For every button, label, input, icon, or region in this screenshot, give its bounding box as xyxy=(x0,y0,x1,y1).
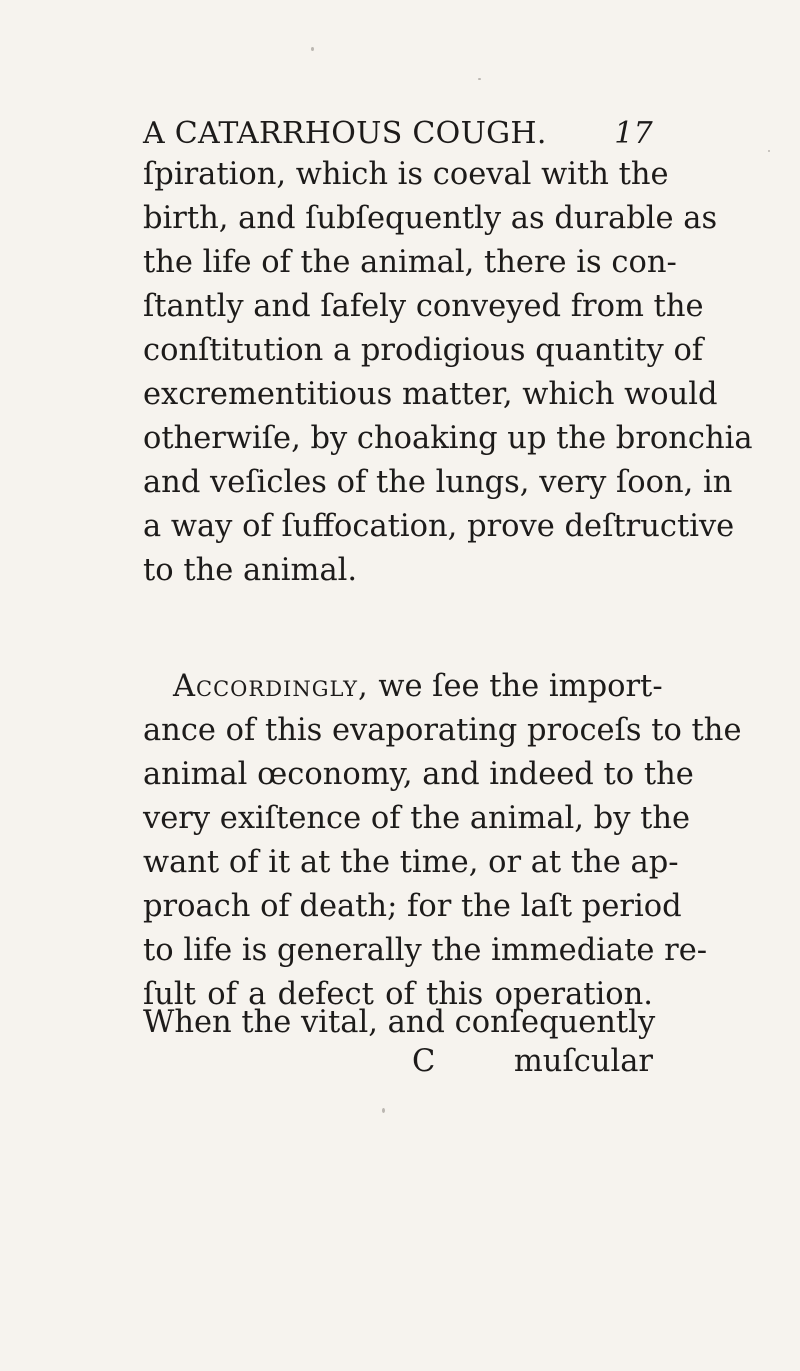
text-line: proach of death; for the laſt period xyxy=(143,889,682,924)
text-line: the life of the animal, there is con- xyxy=(143,245,677,280)
paper-speck xyxy=(382,1108,385,1113)
paper-speck xyxy=(478,78,481,80)
paper-speck xyxy=(768,150,770,152)
text-line: ſtantly and ſafely conveyed from the xyxy=(143,289,704,324)
text-line: to the animal. xyxy=(143,553,358,588)
running-head-title: A CATARRHOUS COUGH. xyxy=(143,116,547,151)
text-line: and veſicles of the lungs, very ſoon, in xyxy=(143,465,733,500)
text-line: otherwiſe, by choaking up the bronchia xyxy=(143,421,753,456)
text-line: to life is generally the immediate re- xyxy=(143,933,708,968)
text-line: When the vital, and conſequently xyxy=(143,1005,656,1040)
text-line: conſtitution a prodigious quantity of xyxy=(143,333,704,368)
lead-line-rest: we ſee the import- xyxy=(368,669,663,704)
text-line: a way of ſuffocation, prove deſtructive xyxy=(143,509,735,544)
text-line: very exiſtence of the animal, by the xyxy=(143,801,691,836)
page-number: 17 xyxy=(614,116,653,151)
paper-speck xyxy=(311,47,314,51)
text-line: ſult of a defect of this operation. xyxy=(143,977,653,1012)
text-line: ſpiration, which is coeval with the xyxy=(143,157,669,192)
text-line: animal œconomy, and indeed to the xyxy=(143,757,694,792)
lead-word: Accordingly, xyxy=(173,669,369,704)
signature-mark: C xyxy=(412,1044,436,1079)
text-line: birth, and ſubſequently as durable as xyxy=(143,201,718,236)
running-head xyxy=(143,116,653,156)
catchword: muſcular xyxy=(513,1044,653,1079)
text-line: want of it at the time, or at the ap- xyxy=(143,845,679,880)
paragraph-opening-line xyxy=(173,667,663,707)
text-line: excrementitious matter, which would xyxy=(143,377,718,412)
text-line: ance of this evaporating proceſs to the xyxy=(143,713,742,748)
